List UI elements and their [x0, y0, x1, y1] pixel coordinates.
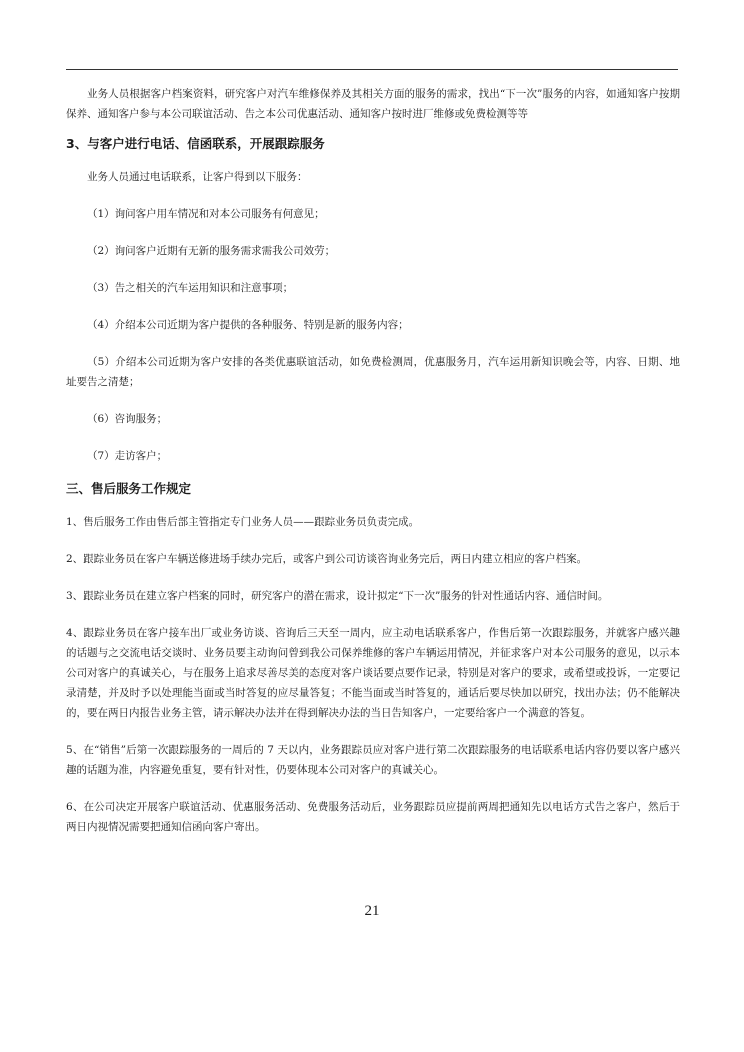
- section-c-heading: 三、售后服务工作规定: [66, 481, 192, 496]
- list-item: （1）询问客户用车情况和对本公司服务有何意见；: [87, 208, 325, 220]
- list-item: （7）走访客户；: [87, 450, 168, 462]
- section-3-heading: 3、与客户进行电话、信函联系，开展跟踪服务: [66, 136, 325, 151]
- list-item: （5）介绍本公司近期为客户安排的各类优惠联谊活动，如免费检测周，优惠服务月，汽车运用新知识晚会等，内容、日期、地址要告之清楚；: [66, 356, 680, 388]
- intro-paragraph: 业务人员根据客户档案资料，研究客户对汽车维修保养及其相关方面的服务的需求，找出“下一次”服务的内容，如通知客户按期保养、通知客户参与本公司联谊活动、告之本公司优惠活动、通知客户按时进厂维修或免费检测等等: [66, 88, 680, 120]
- rule-item: 2、跟踪业务员在客户车辆送修进场手续办完后，或客户到公司访谈咨询业务完后，两日内建立相应的客户档案。: [66, 553, 588, 565]
- page-number: 21: [364, 903, 380, 919]
- header-rule: [66, 69, 678, 70]
- rule-item: 1、售后服务工作由售后部主管指定专门业务人员——跟踪业务员负责完成。: [66, 516, 420, 528]
- rule-item: 5、在“销售”后第一次跟踪服务的一周后的 7 天以内，业务跟踪员应对客户进行第二次跟踪服务的电话联系电话内容仍要以客户感兴趣的话题为准，内容避免重复，要有针对性，仍要体现本公司对客户的真诚关心。: [66, 744, 680, 776]
- list-item: （2）询问客户近期有无新的服务需求需我公司效劳；: [87, 245, 336, 257]
- list-item: （4）介绍本公司近期为客户提供的各种服务、特别是新的服务内容；: [87, 319, 409, 331]
- page-body: [66, 84, 680, 837]
- rule-item: 3、跟踪业务员在建立客户档案的同时，研究客户的潜在需求，设计拟定“下一次”服务的针对性通话内容、通信时间。: [66, 590, 609, 602]
- section-3-intro: 业务人员通过电话联系，让客户得到以下服务：: [87, 171, 308, 183]
- rule-item: 6、在公司决定开展客户联谊活动、优惠服务活动、免费服务活动后，业务跟踪员应提前两周把通知先以电话方式告之客户，然后于两日内视情况需要把通知信函向客户寄出。: [66, 801, 680, 833]
- list-item: （3）告之相关的汽车运用知识和注意事项；: [87, 282, 294, 294]
- rule-item: 4、跟踪业务员在客户接车出厂或业务访谈、咨询后三天至一周内，应主动电话联系客户，作售后第一次跟踪服务，并就客户感兴趣的话题与之交流电话交谈时、业务员要主动询问曾到我公司保养维修的客户车辆运用情况，并征求客户对本公司服务的意见，以示本公司对客户的真诚关心，与在服务上追求尽善尽美的态度对客户谈话要点要作记录，特别是对客户的要求，或希望或投诉，一定要记录清楚，并及时予以处理能当面或当时答复的应尽量答复；不能当面或当时答复的，通话后要尽快加以研究，找出办法；仍不能解决的，要在两日内报告业务主管，请示解决办法并在得到解决办法的当日告知客户，一定要给客户一个满意的答复。: [66, 627, 680, 719]
- list-item: （6）咨询服务；: [87, 413, 168, 425]
